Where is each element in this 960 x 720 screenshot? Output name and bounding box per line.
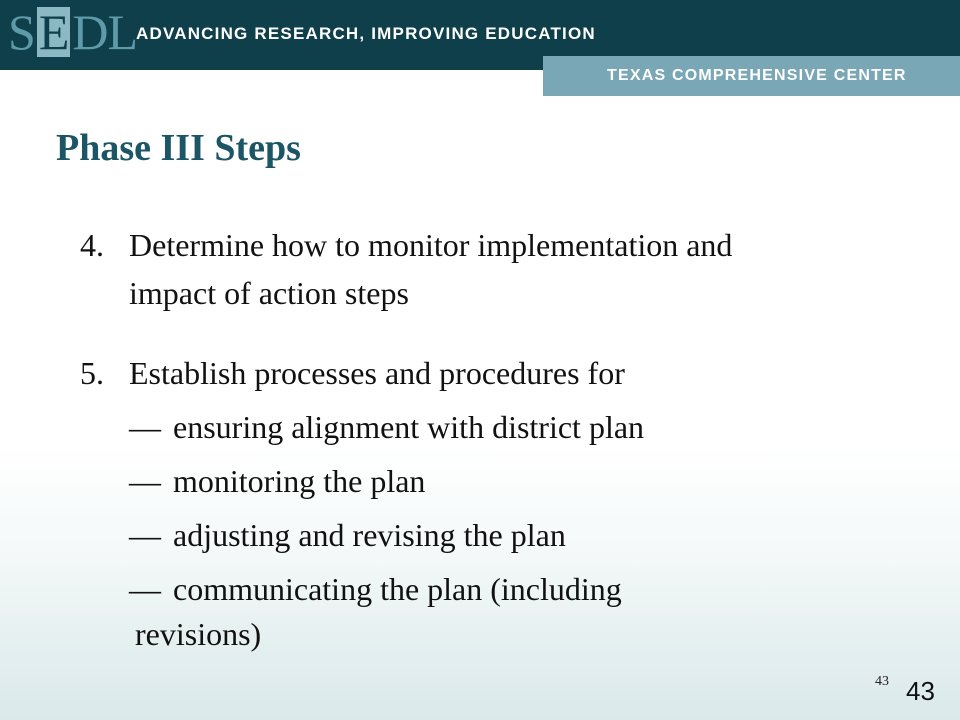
dash-bullet: —: [129, 571, 161, 607]
sub-item-monitoring: [129, 465, 425, 497]
sub-item-text: ensuring alignment with district plan: [173, 409, 645, 445]
slide-title: Phase III Steps: [56, 127, 301, 169]
page-number-small: 43: [875, 674, 889, 689]
step-5-number: 5.: [80, 355, 104, 391]
sub-item-continuation: revisions): [135, 616, 262, 652]
dash-bullet: —: [129, 463, 161, 499]
header-tagline: ADVANCING RESEARCH, IMPROVING EDUCATION: [136, 24, 596, 43]
step-4-number: 4.: [80, 227, 104, 263]
subtitle-band: [543, 56, 960, 96]
logo-letter-s: S: [8, 4, 35, 60]
sub-item-adjusting: [129, 519, 566, 551]
step-4-line2: impact of action steps: [129, 275, 409, 311]
dash-bullet: —: [129, 517, 161, 553]
step-5: [80, 357, 625, 389]
logo-letter-l: L: [107, 4, 138, 60]
step-4-line1: Determine how to monitor implementation and: [129, 227, 733, 263]
sub-item-text: monitoring the plan: [173, 463, 426, 499]
dash-bullet: —: [129, 409, 161, 445]
sedl-logo: [8, 6, 137, 58]
step-5-line1: Establish processes and procedures for: [129, 355, 625, 391]
subtitle-text: TEXAS COMPREHENSIVE CENTER: [607, 67, 907, 84]
logo-letter-d: D: [72, 4, 108, 60]
sub-item-text: communicating the plan (including: [173, 571, 622, 607]
sub-item-alignment: [129, 411, 644, 443]
sub-item-communicating: [129, 573, 622, 605]
logo-letter-e: E: [38, 4, 69, 60]
page-number-large: 43: [906, 676, 935, 706]
step-4: [80, 229, 732, 261]
sub-item-text: adjusting and revising the plan: [173, 517, 566, 553]
